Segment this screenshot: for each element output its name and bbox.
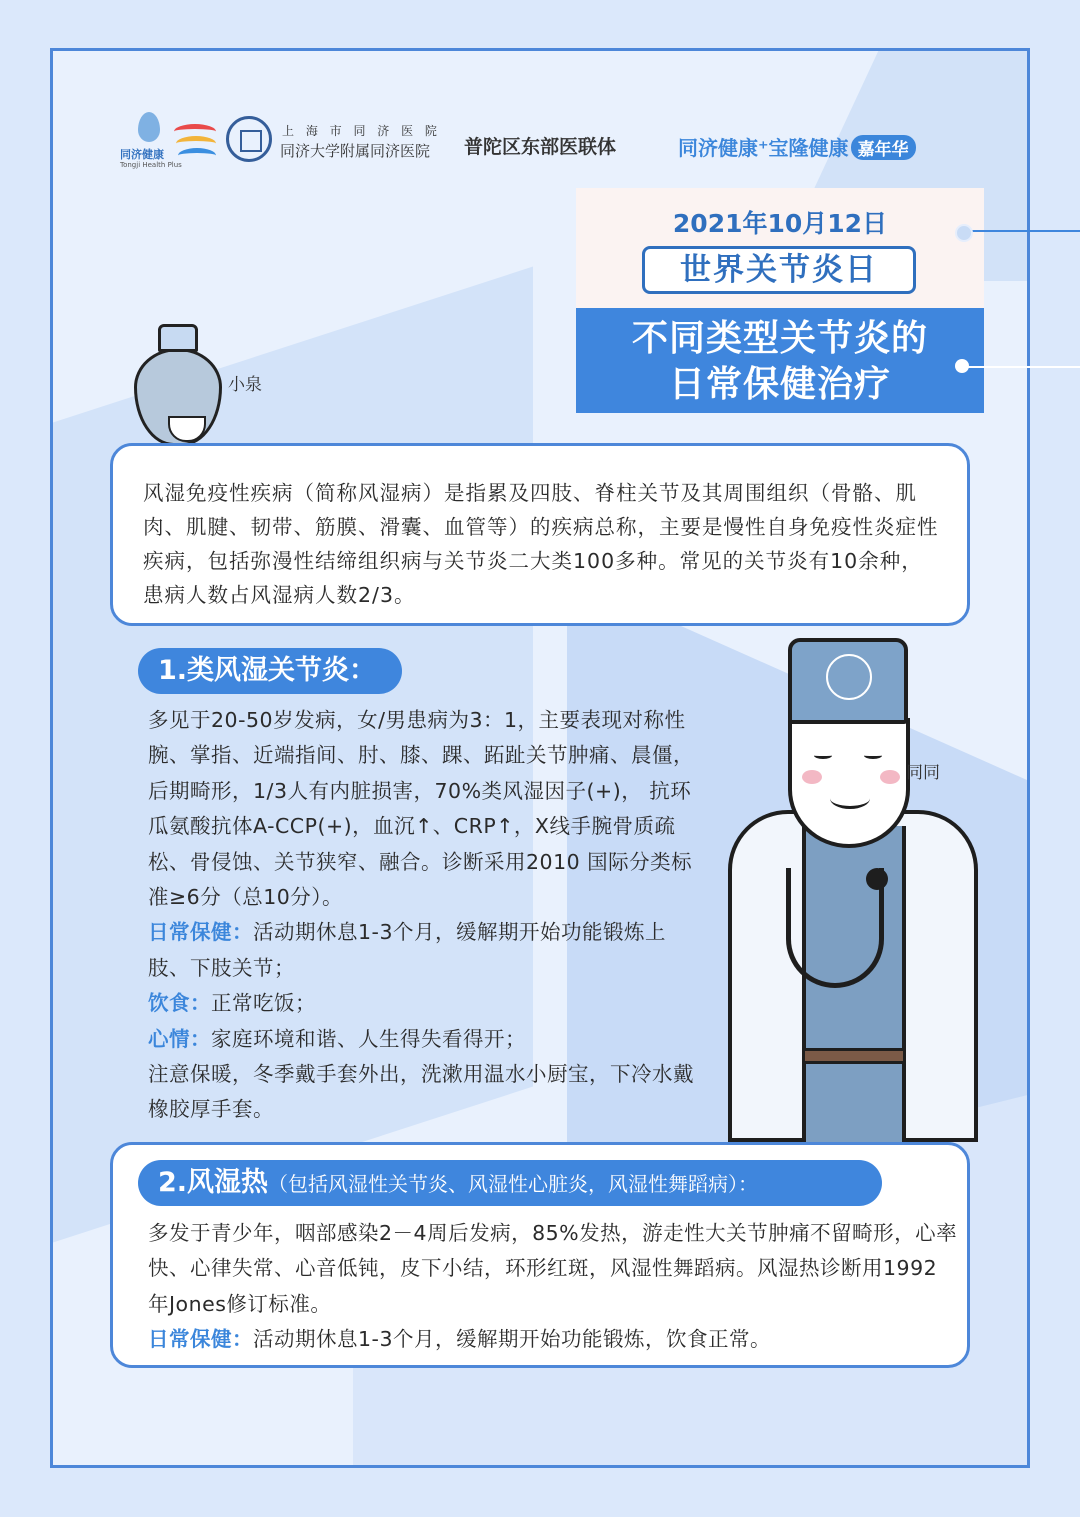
section1-note: 注意保暖，冬季戴手套外出，洗漱用温水小厨宝，下冷水戴橡胶厚手套。 — [148, 1062, 694, 1122]
header-logos — [120, 110, 976, 170]
care-label: 日常保健： — [148, 1327, 253, 1352]
section1-heading: 1.类风湿关节炎： — [138, 648, 402, 694]
doctor-face — [788, 718, 910, 848]
diet-text: 正常吃饭； — [211, 991, 316, 1016]
mascot-illustration — [128, 318, 228, 448]
hospital-name-line2: 同济大学附属同济医院 — [280, 142, 431, 160]
event-day-name: 世界关节炎日 — [642, 246, 916, 294]
decorative-dot-icon — [955, 359, 969, 373]
doctor-belt — [802, 1048, 906, 1064]
mascot-name: 小泉 — [228, 375, 262, 395]
hospital-emblem-icon — [226, 116, 272, 162]
section1-diet — [148, 986, 700, 1021]
doctor-name: 同同 — [906, 763, 940, 783]
title-date-block — [576, 188, 984, 308]
mascot-cap — [158, 324, 198, 352]
alliance-name: 普陀区东部医联体 — [464, 136, 617, 158]
section1-mood — [148, 1022, 700, 1057]
page-title-line2: 日常保健治疗 — [668, 364, 891, 405]
intro-card — [110, 443, 970, 626]
cap-emblem-icon — [826, 654, 872, 700]
section2-care — [148, 1322, 958, 1357]
page-title — [576, 308, 984, 413]
event-date: 2021年10月12日 — [672, 209, 888, 238]
section1-content — [148, 703, 700, 1128]
section2-heading-main: 2.风湿热 — [158, 1167, 269, 1198]
brand-logo — [678, 132, 916, 161]
section2-heading-sub: （包括风湿性关节炎、风湿性心脏炎，风湿性舞蹈病）： — [268, 1172, 759, 1196]
doctor-cap — [788, 638, 908, 724]
diet-label: 饮食： — [148, 991, 211, 1016]
tongji-health-logo-text: 同济健康 — [120, 148, 164, 161]
decorative-line — [962, 230, 1080, 232]
page-title-line1: 不同类型关节炎的 — [631, 318, 928, 359]
decorative-line — [962, 366, 1080, 368]
care-text: 活动期休息1-3个月，缓解期开始功能锻炼上肢、下肢关节； — [148, 920, 666, 980]
water-drop-icon — [138, 112, 160, 142]
tongji-health-logo — [120, 112, 182, 170]
tongji-health-logo-en: Tongji Health Plus — [120, 161, 182, 169]
brand-badge: 嘉年华 — [851, 135, 916, 160]
decorative-dot-icon — [955, 224, 973, 242]
care-text: 活动期休息1-3个月，缓解期开始功能锻炼，饮食正常。 — [253, 1327, 771, 1352]
section1-body: 多见于20-50岁发病，女/男患病为3：1，主要表现对称性腕、掌指、近端指间、肘、膝、踝、跖趾关节肿痛、晨僵，后期畸形，1/3人有内脏损害，70%类风湿因子(+)， 抗环瓜氨酸抗体A-CCP(+)，血沉↑、CRP↑，X线手腕骨质疏松、骨侵蚀、关节狭窄、融合。诊断采用2010 国际分类标准≥6分（总10分）。 — [148, 708, 694, 910]
doctor-illustration — [720, 630, 980, 1142]
section1-care — [148, 915, 700, 986]
section2-heading — [138, 1160, 882, 1206]
hospital-name-line1: 上 海 市 同 济 医 院 — [282, 124, 441, 138]
section2-body: 多发于青少年，咽部感染2－4周后发病，85%发热，游走性大关节肿痛不留畸形，心率快、心律失常、心音低钝，皮下小结，环形红斑，风湿性舞蹈病。风湿热诊断用1992年Jones修订标准。 — [148, 1221, 958, 1316]
wave-logo-icon — [174, 120, 220, 162]
mood-text: 家庭环境和谐、人生得失看得开； — [211, 1026, 526, 1051]
stethoscope-end-icon — [866, 868, 888, 890]
mood-label: 心情： — [148, 1026, 211, 1051]
brand-text: 同济健康⁺宝隆健康 — [678, 136, 849, 160]
care-label: 日常保健： — [148, 920, 253, 945]
section2-content — [148, 1216, 958, 1358]
intro-text: 风湿免疫性疾病（简称风湿病）是指累及四肢、脊柱关节及其周围组织（骨骼、肌肉、肌腱、韧带、筋膜、滑囊、血管等）的疾病总称，主要是慢性自身免疫性炎症性疾病，包括弥漫性结缔组织病与关节炎二大类100多种。常见的关节炎有10余种，患病人数占风湿病人数2/3。 — [143, 481, 939, 607]
